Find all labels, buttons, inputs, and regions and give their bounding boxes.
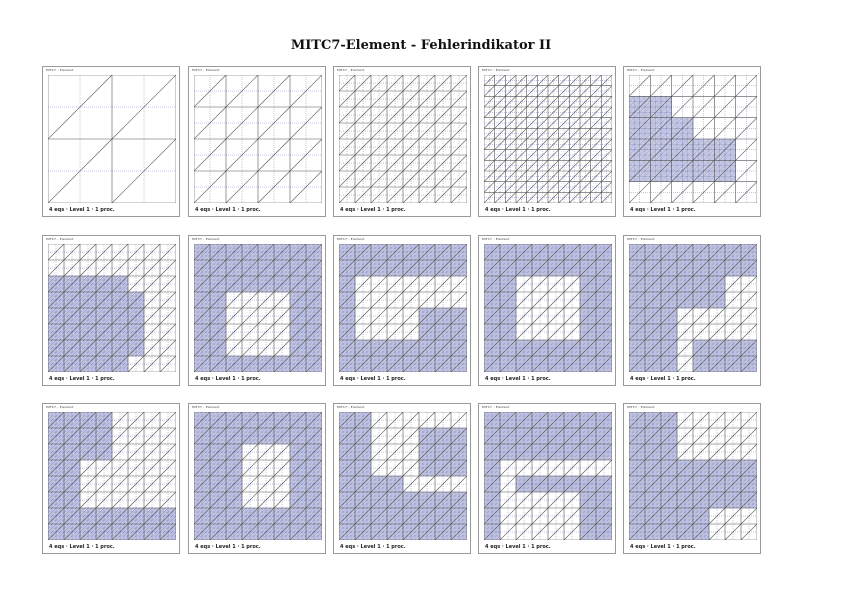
panel-caption: 4 eqs · Level 1 · 1 proc. <box>195 376 261 382</box>
mesh-plot <box>194 75 322 203</box>
panel-caption: 4 eqs · Level 1 · 1 proc. <box>49 544 115 550</box>
panel-caption: 4 eqs · Level 1 · 1 proc. <box>630 376 696 382</box>
panel-caption: 4 eqs · Level 1 · 1 proc. <box>630 544 696 550</box>
panel-tag: MITC7 - Element <box>46 405 74 409</box>
mesh-plot <box>629 244 757 372</box>
panel-tag: MITC7 - Element <box>627 405 655 409</box>
panel-tag: MITC7 - Element <box>337 237 365 241</box>
panel-caption: 4 eqs · Level 1 · 1 proc. <box>49 207 115 213</box>
panel-tag: MITC7 - Element <box>627 237 655 241</box>
mesh-panel <box>478 66 616 217</box>
coarse-mesh <box>484 75 612 203</box>
panel-tag: MITC7 - Element <box>46 68 74 72</box>
mesh-plot <box>339 412 467 540</box>
mesh-plot <box>48 75 176 203</box>
mesh-plot <box>339 75 467 203</box>
panel-caption: 4 eqs · Level 1 · 1 proc. <box>485 376 551 382</box>
mesh-plot <box>484 412 612 540</box>
mesh-panel <box>333 66 471 217</box>
mesh-panel <box>623 403 761 554</box>
mesh-panel <box>478 235 616 386</box>
mesh-panel <box>333 235 471 386</box>
panel-caption: 4 eqs · Level 1 · 1 proc. <box>195 207 261 213</box>
panel-tag: MITC7 - Element <box>192 405 220 409</box>
panel-tag: MITC7 - Element <box>46 237 74 241</box>
coarse-mesh <box>194 75 322 203</box>
mesh-panel <box>42 235 180 386</box>
mesh-panel <box>623 235 761 386</box>
mesh-plot <box>484 75 612 203</box>
coarse-mesh <box>48 244 176 372</box>
mesh-panel <box>333 403 471 554</box>
panel-caption: 4 eqs · Level 1 · 1 proc. <box>195 544 261 550</box>
panel-caption: 4 eqs · Level 1 · 1 proc. <box>485 544 551 550</box>
panel-caption: 4 eqs · Level 1 · 1 proc. <box>49 376 115 382</box>
coarse-mesh <box>339 75 467 203</box>
panel-tag: MITC7 - Element <box>482 405 510 409</box>
panel-tag: MITC7 - Element <box>337 68 365 72</box>
mesh-panel <box>42 403 180 554</box>
mesh-panel <box>478 403 616 554</box>
panel-tag: MITC7 - Element <box>482 68 510 72</box>
mesh-plot <box>484 244 612 372</box>
mesh-plot <box>48 244 176 372</box>
mesh-plot <box>629 412 757 540</box>
coarse-mesh <box>629 75 757 203</box>
mesh-plot <box>339 244 467 372</box>
mesh-plot <box>48 412 176 540</box>
coarse-mesh <box>48 75 176 203</box>
panel-tag: MITC7 - Element <box>192 68 220 72</box>
mesh-panel <box>42 66 180 217</box>
mesh-panel <box>188 66 326 217</box>
mesh-panel <box>188 403 326 554</box>
panel-tag: MITC7 - Element <box>192 237 220 241</box>
mesh-panel <box>188 235 326 386</box>
panel-caption: 4 eqs · Level 1 · 1 proc. <box>630 207 696 213</box>
panel-caption: 4 eqs · Level 1 · 1 proc. <box>340 376 406 382</box>
page-title: MITC7-Element - Fehlerindikator II <box>290 38 552 53</box>
panel-tag: MITC7 - Element <box>627 68 655 72</box>
panel-tag: MITC7 - Element <box>482 237 510 241</box>
panel-caption: 4 eqs · Level 1 · 1 proc. <box>340 544 406 550</box>
mesh-panel <box>623 66 761 217</box>
panel-tag: MITC7 - Element <box>337 405 365 409</box>
panel-caption: 4 eqs · Level 1 · 1 proc. <box>485 207 551 213</box>
mesh-plot <box>629 75 757 203</box>
mesh-plot <box>194 412 322 540</box>
mesh-plot <box>194 244 322 372</box>
panel-caption: 4 eqs · Level 1 · 1 proc. <box>340 207 406 213</box>
